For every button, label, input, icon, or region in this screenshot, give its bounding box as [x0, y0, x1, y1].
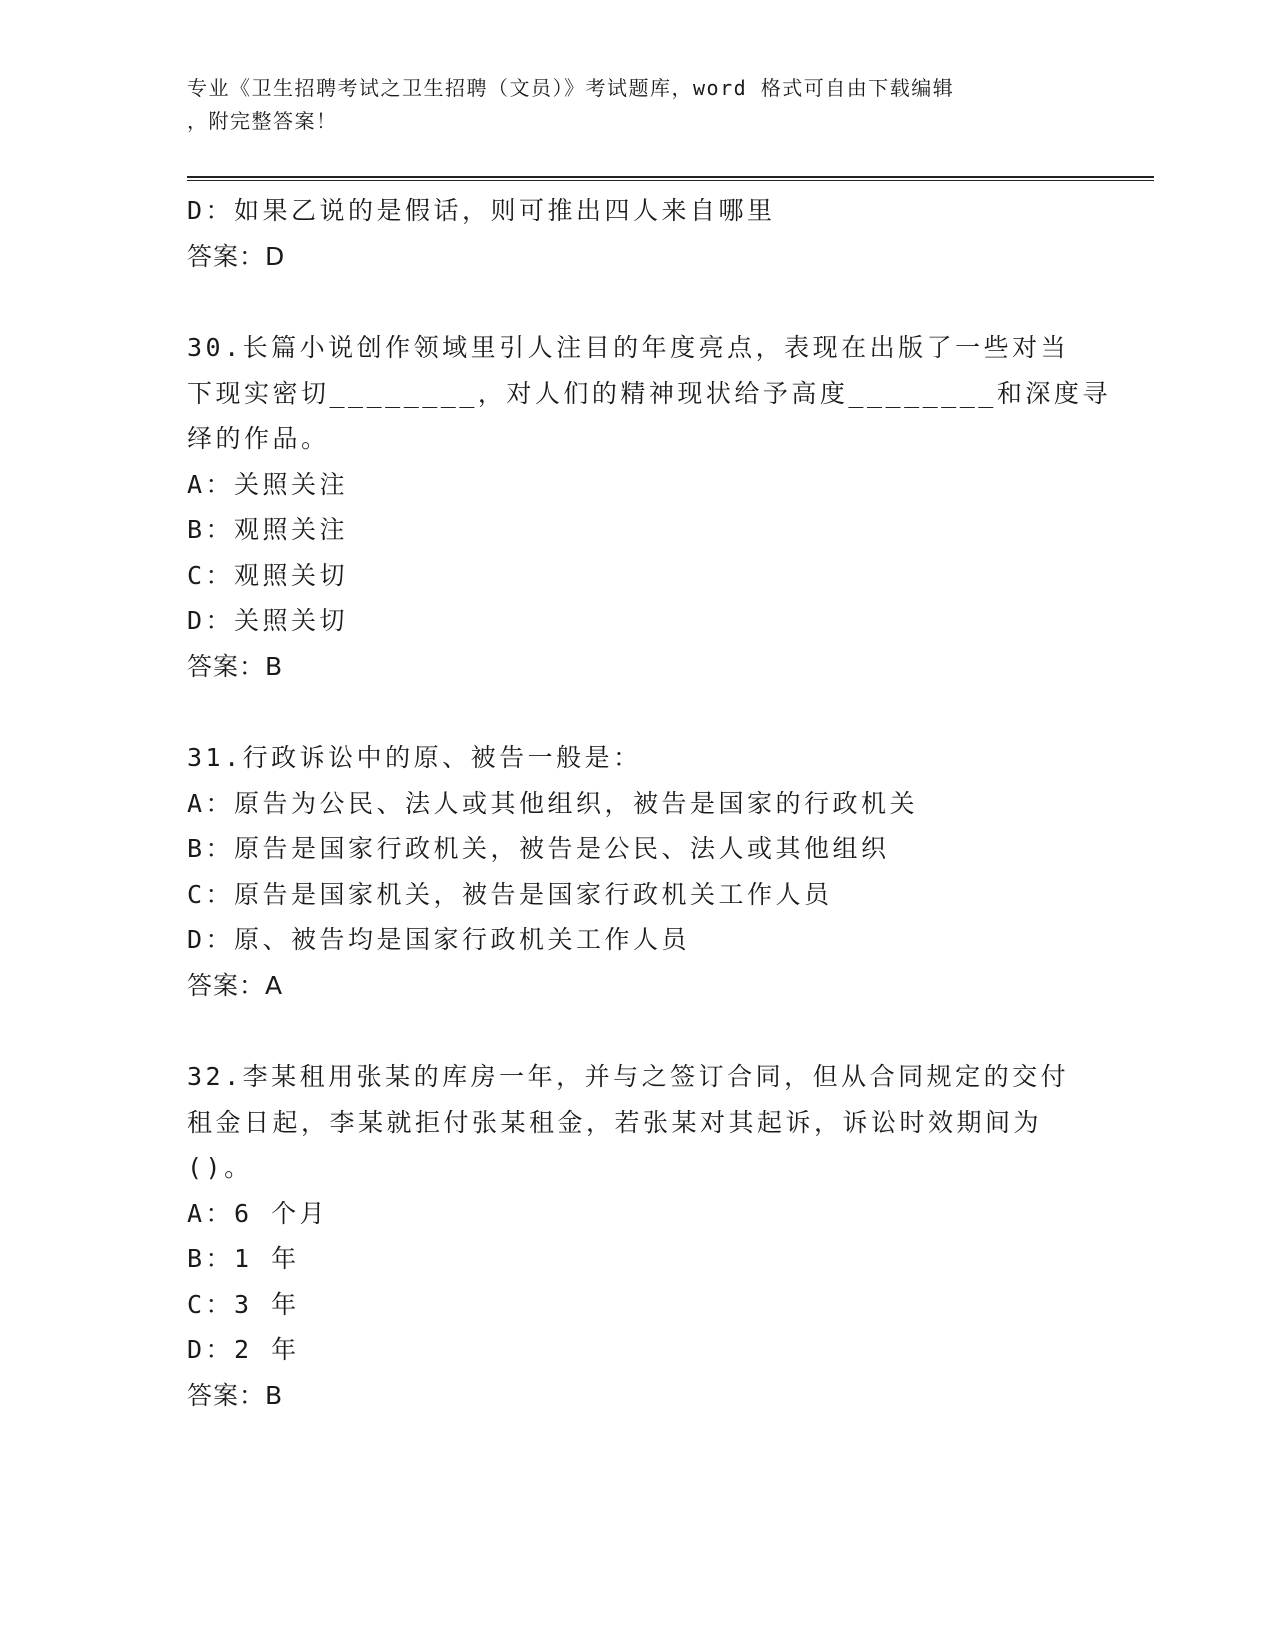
spacer: [187, 1008, 1087, 1054]
option-a: A：原告为公民、法人或其他组织，被告是国家的行政机关: [187, 788, 919, 818]
header-divider: [187, 176, 1154, 181]
question-31: [187, 735, 1087, 1008]
option-b: B：1 年: [187, 1244, 300, 1273]
option-c: C：观照关切: [187, 560, 349, 590]
option-c: C：3 年: [187, 1289, 300, 1319]
option-d: D：2 年: [187, 1335, 300, 1364]
spacer: [187, 689, 1087, 735]
question-list: [187, 188, 1111, 1418]
question-stem-line: 30.长篇小说创作领域里引人注目的年度亮点，表现在出版了一些对当: [187, 333, 1070, 362]
previous-question-tail: [187, 188, 1087, 279]
option-b: B：观照关注: [187, 515, 349, 544]
answer-line: 答案：A: [187, 970, 284, 1000]
option-c: C：原告是国家机关，被告是国家行政机关工作人员: [187, 879, 833, 909]
question-stem-line: 31.行政诉讼中的原、被告一般是：: [187, 743, 642, 772]
question-stem-line: 下现实密切________，对人们的精神现状给予高度________和深度寻: [187, 378, 1111, 408]
answer-line: 答案：D: [187, 241, 286, 271]
option-d: D：关照关切: [187, 606, 349, 635]
header-title-line: 专业《卫生招聘考试之卫生招聘（文员）》考试题库，word 格式可自由下载编辑: [187, 76, 955, 100]
question-32: [187, 1054, 1087, 1418]
answer-line: 答案：B: [187, 651, 284, 681]
question-stem-line: ()。: [187, 1153, 253, 1182]
question-stem-line: 租金日起，李某就拒付张某租金，若张某对其起诉，诉讼时效期间为: [187, 1107, 1043, 1137]
option-b: B：原告是国家行政机关，被告是公民、法人或其他组织: [187, 834, 890, 863]
option-a: A：关照关注: [187, 469, 349, 499]
spacer: [187, 279, 1087, 325]
option-d: D：原、被告均是国家行政机关工作人员: [187, 925, 691, 954]
header-title-continuation: ，附完整答案！: [187, 109, 338, 133]
document-header: [187, 72, 1067, 138]
question-stem-line: 32.李某租用张某的库房一年，并与之签订合同，但从合同规定的交付: [187, 1062, 1070, 1091]
option-a: A：6 个月: [187, 1198, 329, 1228]
question-stem-line: 绎的作品。: [187, 424, 330, 453]
answer-line: 答案：B: [187, 1380, 284, 1410]
question-30: [187, 325, 1111, 689]
option-d: D：如果乙说的是假话，则可推出四人来自哪里: [187, 196, 776, 225]
